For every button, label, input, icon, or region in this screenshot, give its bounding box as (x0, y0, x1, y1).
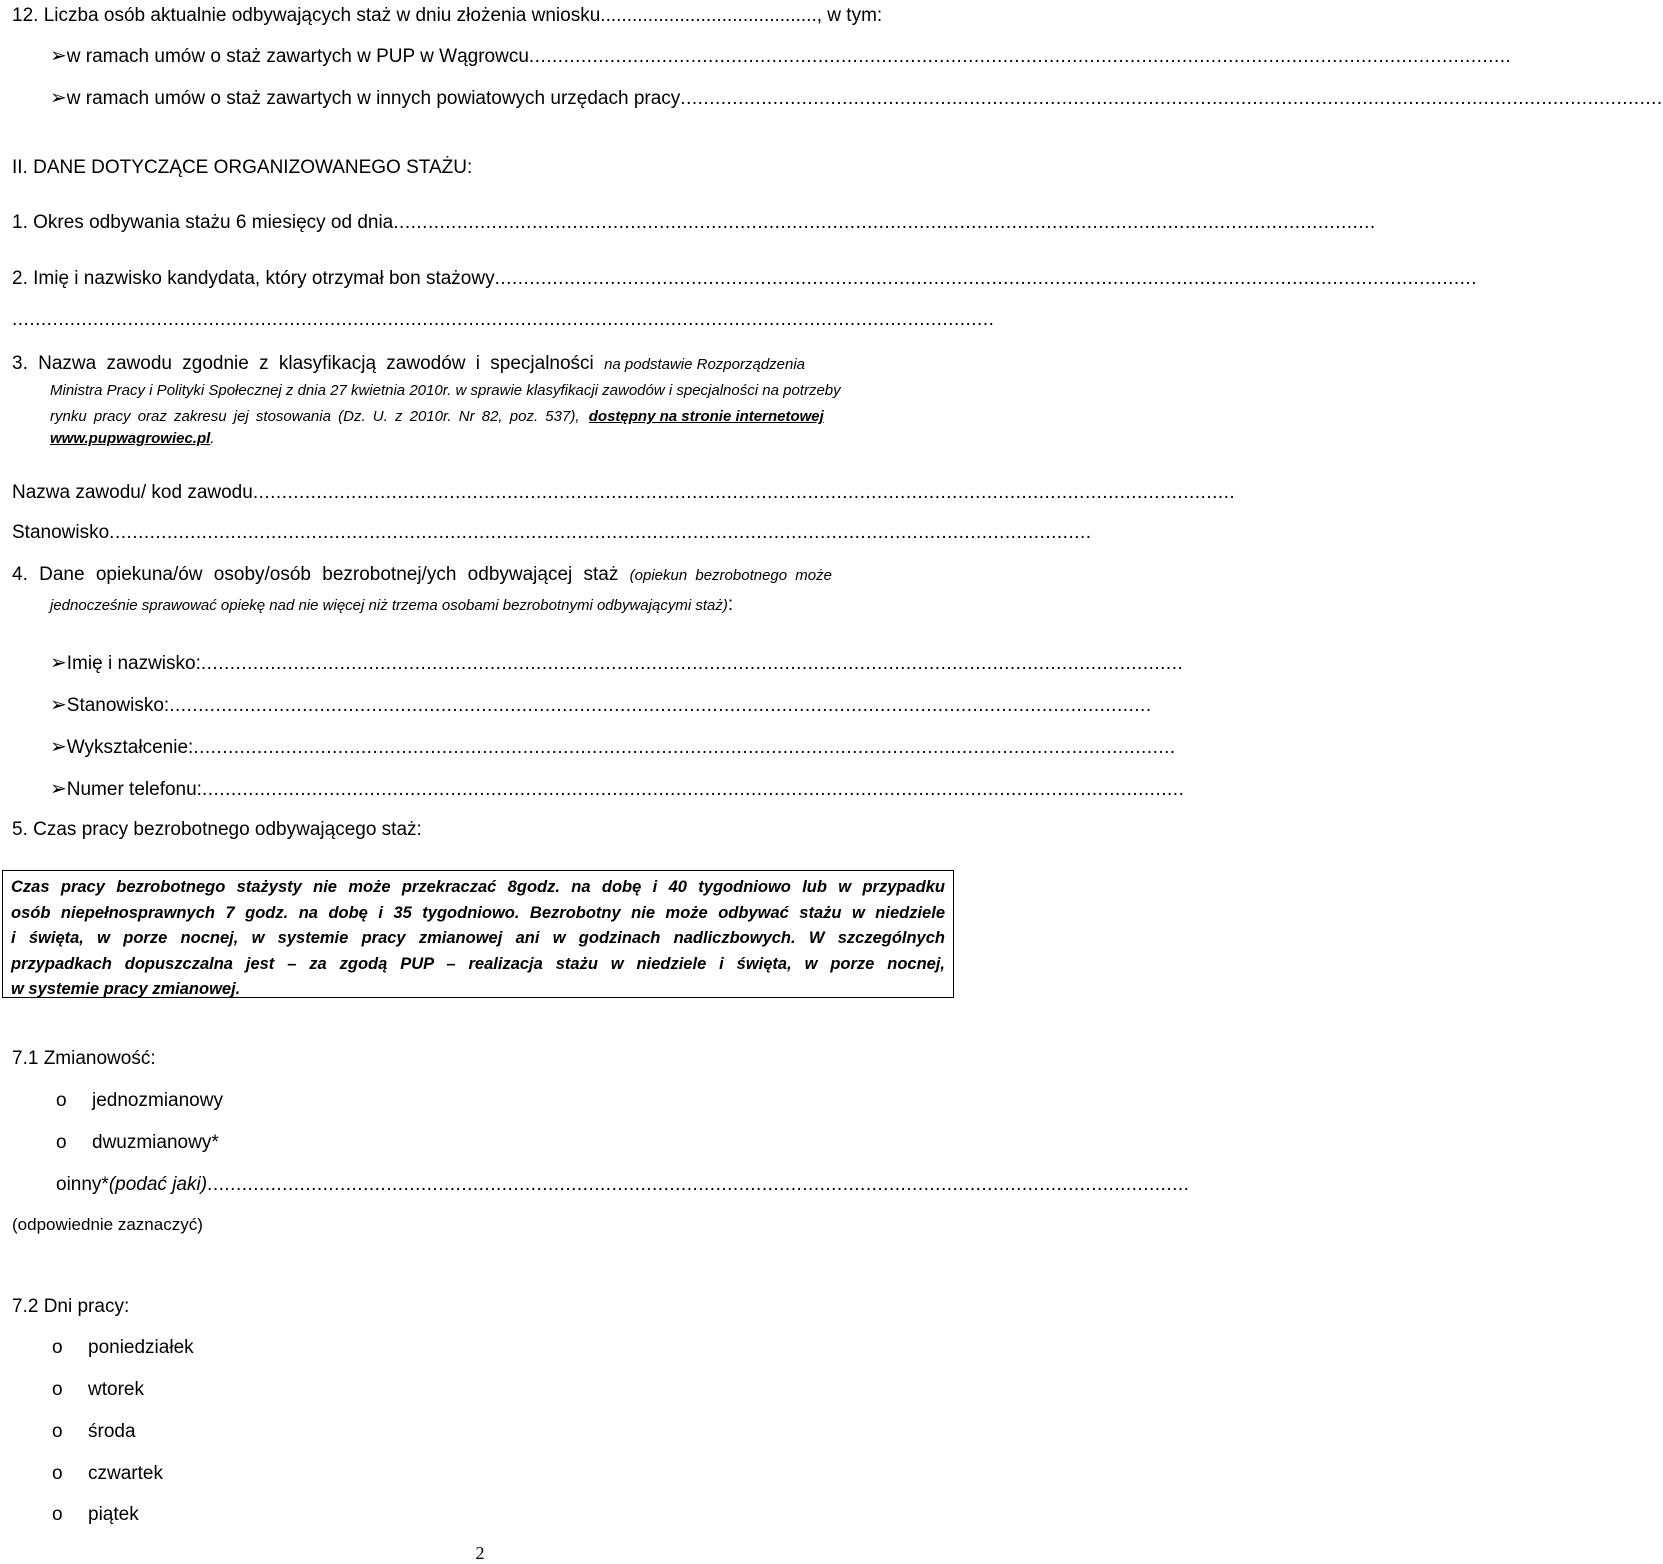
shift-option-other[interactable] (56, 1173, 1190, 1197)
item-3-title: Nazwa zawodu zgodnie z klasyfikacją zawodów i specjalności (27, 353, 605, 374)
occupation-label: Nazwa zawodu/ kod zawodu (12, 482, 253, 503)
circle-bullet-icon[interactable]: o (52, 1504, 63, 1525)
circle-bullet-icon[interactable]: o (56, 1090, 67, 1111)
guardian-position-field[interactable]: .......................................................................................................................................................................... (169, 695, 1152, 716)
guardian-phone-label: Numer telefonu: (66, 779, 202, 800)
workday-friday[interactable] (52, 1503, 952, 1527)
arrow-bullet-icon: ➢ (50, 45, 67, 67)
item-2-field[interactable]: .......................................................................................................................................................................... (494, 268, 1477, 289)
guardian-education-line (50, 735, 1176, 760)
item-12-sub-2 (50, 86, 1663, 111)
item-1-label: 1. Okres odbywania stażu 6 miesięcy od dnia (12, 212, 394, 233)
item-2-continuation (12, 308, 995, 332)
item-12-line (12, 4, 952, 28)
workdays-heading: 7.2 Dni pracy: (12, 1296, 130, 1317)
workday-monday-label: poniedziałek (88, 1337, 194, 1358)
item-3-line-4 (50, 426, 952, 451)
notice-line-5: w systemie pracy zmianowej. (11, 980, 241, 998)
notice-line-3: i święta, w porze nocnej, w systemie pracy zmianowej ani w godzinach nadliczbowych. W szczególnych (11, 929, 945, 947)
notice-line-1: Czas pracy bezrobotnego stażysty nie może przekraczać 8godz. na dobę i 40 tygodniowo lub w przypadku (11, 878, 945, 896)
shift-option-other-label: inny* (66, 1174, 109, 1195)
item-3-note-1: na podstawie Rozporządzenia (604, 356, 806, 373)
notice-line-2: osób niepełnosprawnych 7 godz. na dobę i 35 tygodniowo. Bezrobotny nie może odbywać stażu w niedziele (11, 903, 945, 922)
occupation-field[interactable]: .......................................................................................................................................................................... (252, 482, 1236, 503)
website-link-text[interactable]: dostępny na stronie internetowej (588, 408, 824, 425)
occupation-field-line (12, 481, 1236, 505)
item-3-number: 3. (12, 353, 28, 374)
arrow-bullet-icon: ➢ (50, 736, 67, 758)
arrow-bullet-icon: ➢ (50, 652, 67, 674)
item-4-colon: : (727, 594, 734, 615)
circle-bullet-icon[interactable]: o (52, 1463, 63, 1484)
section-2-heading: II. DANE DOTYCZĄCE ORGANIZOWANEGO STAŻU: (12, 157, 473, 178)
item-4-number: 4. (12, 564, 28, 585)
workday-tuesday[interactable] (52, 1378, 952, 1402)
guardian-name-label: Imię i nazwisko: (66, 653, 201, 674)
arrow-bullet-icon: ➢ (50, 87, 67, 109)
workday-friday-label: piątek (88, 1504, 139, 1525)
website-url-link[interactable]: www.pupwagrowiec.pl (50, 430, 211, 447)
item-4-note-1: (opiekun bezrobotnego może (629, 567, 832, 584)
item-5-heading: 5. Czas pracy bezrobotnego odbywającego staż: (12, 819, 422, 840)
item-1-field[interactable]: .......................................................................................................................................................................... (393, 212, 1376, 233)
workday-wednesday-label: środa (88, 1421, 136, 1442)
guardian-phone-line (50, 777, 1185, 802)
position-label: Stanowisko (12, 522, 110, 543)
workday-monday[interactable] (52, 1336, 952, 1360)
item-2-label: 2. Imię i nazwisko kandydata, który otrzymał bon stażowy (12, 268, 495, 289)
item-3-note-3: rynku pracy oraz zakresu jej stosowania (Dz. U. z 2010r. Nr 82, poz. 537), (50, 408, 580, 425)
item-12-sub-2-field[interactable]: .......................................................................................................................................................................... (680, 88, 1663, 109)
arrow-bullet-icon: ➢ (50, 778, 67, 800)
item-12-sub-1-field[interactable]: .......................................................................................................................................................................... (528, 46, 1512, 67)
shift-option-single-label: jednozmianowy (92, 1090, 223, 1111)
arrow-bullet-icon: ➢ (50, 694, 67, 716)
item-12-label: 12. Liczba osób aktualnie odbywających staż w dniu złożenia wniosku (12, 5, 601, 26)
shift-mark-note: (odpowiednie zaznaczyć) (12, 1215, 203, 1234)
shift-heading: 7.1 Zmianowość: (12, 1048, 156, 1069)
item-4-line-2 (50, 593, 952, 618)
guardian-education-label: Wykształcenie: (66, 737, 194, 758)
item-1-line (12, 211, 1376, 235)
guardian-name-line (50, 651, 1184, 676)
item-12-sub-2-label: w ramach umów o staż zawartych w innych powiatowych urzędach pracy (66, 88, 681, 109)
item-2-field-continued[interactable]: .......................................................................................................................................................................... (12, 309, 995, 330)
guardian-position-line (50, 693, 1152, 718)
notice-line-4: przypadkach dopuszczalna jest – za zgodą PUP – realizacja stażu w niedziele i święta, w porze nocnej, (11, 954, 945, 973)
shift-option-double-label: dwuzmianowy* (92, 1132, 219, 1153)
item-12-suffix: , w tym: (816, 5, 883, 26)
workday-thursday-label: czwartek (88, 1463, 163, 1484)
shift-option-single[interactable] (56, 1089, 952, 1113)
shift-option-other-hint: (podać jaki) (108, 1174, 208, 1195)
shift-option-double[interactable] (56, 1131, 952, 1155)
circle-bullet-icon[interactable]: o (52, 1337, 63, 1358)
item-4-note-2: jednocześnie sprawować opiekę nad nie więcej niż trzema osobami bezrobotnymi odbywającymi staż) (50, 597, 728, 614)
item-4-line-1 (12, 563, 952, 588)
item-12-sub-1-label: w ramach umów o staż zawartych w PUP w Wągrowcu (66, 46, 529, 67)
circle-bullet-icon[interactable]: o (52, 1379, 63, 1400)
page-number: 2 (475, 1543, 485, 1563)
circle-bullet-icon[interactable]: o (56, 1174, 67, 1195)
guardian-education-field[interactable]: .......................................................................................................................................................................... (193, 737, 1176, 758)
workday-wednesday[interactable] (52, 1420, 952, 1444)
item-2-line (12, 267, 1477, 291)
item-12-dots[interactable]: ......................................... (600, 5, 817, 26)
circle-bullet-icon[interactable]: o (52, 1421, 63, 1442)
item-12-sub-1 (50, 44, 1512, 69)
item-3-line-1 (12, 352, 952, 377)
item-3-note-2: Ministra Pracy i Polityki Społecznej z dnia 27 kwietnia 2010r. w sprawie klasyfikacji zawodów i specjalności na potrzeby (50, 382, 841, 399)
workday-thursday[interactable] (52, 1462, 952, 1486)
guardian-phone-field[interactable]: .......................................................................................................................................................................... (201, 779, 1185, 800)
guardian-position-label: Stanowisko: (66, 695, 170, 716)
guardian-name-field[interactable]: .......................................................................................................................................................................... (200, 653, 1184, 674)
shift-option-other-field[interactable]: .......................................................................................................................................................................... (207, 1174, 1190, 1195)
working-time-notice-box (2, 870, 954, 998)
item-3-url-end: . (210, 430, 215, 447)
position-field-line (12, 521, 1092, 545)
position-field[interactable]: .......................................................................................................................................................................... (109, 522, 1092, 543)
circle-bullet-icon[interactable]: o (56, 1132, 67, 1153)
item-4-title: Dane opiekuna/ów osoby/osób bezrobotnej/ych odbywającej staż (27, 564, 630, 585)
workday-tuesday-label: wtorek (88, 1379, 144, 1400)
